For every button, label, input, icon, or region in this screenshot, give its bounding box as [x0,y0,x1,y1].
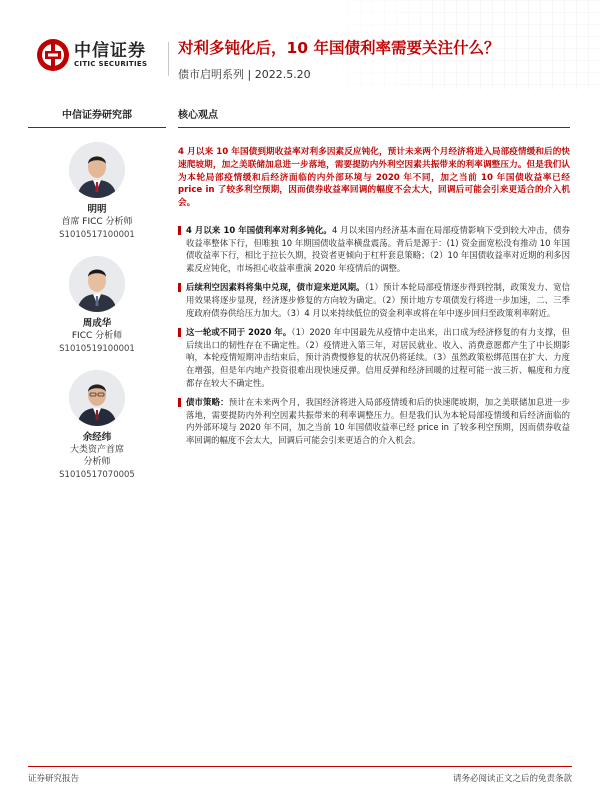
report-subtitle: 债市启明系列 | 2022.5.20 [178,68,311,81]
list-item [178,224,570,274]
core-views-column [178,106,570,453]
citic-logo-icon [36,38,70,72]
section-label: 核心观点 [178,106,570,128]
list-item [178,396,570,446]
person-portrait-icon [69,256,125,312]
analyst-title-line2: 分析师 [83,457,111,467]
person-portrait-icon [69,370,125,426]
report-header [0,0,600,92]
analyst-name: 余经纬 [82,432,112,443]
point-lead: 债市策略： [186,397,229,408]
person-portrait-icon [69,142,125,198]
list-item [178,326,570,389]
summary-paragraph: 4 月以来 10 年国债到期收益率对利多因素反应钝化，预计未来两个月经济将进入局部疫情缓和后的快速爬坡期，加之美联储加息进一步落地，需要提防内外利空因素共振带来的利率调整压力。但是我们认为本轮局部疫情缓和后经济面临的内外部环境与 2020 年不同，加之当前 10 年国债收益率已经 price in 了较多利空预期，因而债券收益率回调的幅度不会太大，回调后可能会引来更适合的介入机会。 [178,147,570,209]
analyst-title: 大类资产首席 [69,445,124,455]
analyst-name: 周成华 [82,318,112,329]
report-title: 对利多钝化后，10 年国债利率需要关注什么？ [178,39,500,57]
analyst-column [28,106,166,480]
logo-name-cn: 中信证券 [74,40,146,61]
point-body: 预计在未来两个月，我国经济将进入局部疫情缓和后的快速爬坡期，加之美联储加息进一步落地，需要提防内外利空因素共振带来的利率调整压力。但是我们认为本轮局部疫情缓和后经济面临的内外部环境与 2020 年不同，加之当前 10 年国债收益率已经 price in 了较多利空预期，因而债券收益率回调的幅度不会太大，回调后可能会引来更适合的介入机会。 [186,397,570,445]
point-body: （1）预计本轮局部疫情逐步得到控制，政策发力、宽信用效果将逐步显现，经济逐步修复的方向较为确定。（2）预计地方专项债发行将进一步加速，二、三季度政府债券供给压力加大。（3）4 月以来持续低位的资金利率或将在年中逐步回归至政策利率附近。 [186,282,570,318]
list-item [178,281,570,319]
point-body: （1）2020 年中国最先从疫情中走出来，出口成为经济修复的有力支撑，但后续出口的韧性存在不确定性。（2）疫情进入第三年，对居民就业、收入、消费意愿都产生了中长期影响，本轮疫情短期冲击结束后，预计消费慢修复的状况仍将延续。（3）虽然政策松绑范围在扩大、力度在增强，但是年内地产投资很难出现快速反弹。信用反弹和经济回暖的过程可能一波三折、幅度和力度都存在较大不确定性。 [186,327,571,388]
analyst-card [28,256,166,355]
department-label: 中信证券研究部 [28,106,166,128]
analyst-license-id: S1010517070005 [59,470,135,480]
footer-report-type: 证券研究报告 [28,774,80,784]
citic-logo [36,38,147,72]
point-lead: 后续利空因素料将集中兑现，债市迎来逆风期。 [186,282,365,293]
point-lead: 这一轮或不同于 2020 年。 [186,327,292,338]
analyst-license-id: S1010519100001 [59,344,135,354]
analyst-card [28,370,166,481]
logo-name-en: CITIC SECURITIES [74,59,148,68]
analyst-title: FICC 分析师 [71,331,123,341]
point-body: 4 月以来国内经济基本面在局部疫情影响下受到较大冲击，债券收益率整体下行，但唯独 10 年期国债收益率横盘震荡。背后是源于：(1) 资金面宽松没有推动 10 年国债收益率下行，相比于拉长久期，投资者更倾向于杠杆套息策略；（2）10 年国债收益率对近期的利多因素反应钝化，市场担心收益率重演 2020 年疫情后的调整。 [186,224,570,273]
key-points [178,224,570,447]
header-divider [168,42,169,76]
footer-disclaimer-note: 请务必阅读正文之后的免责条款 [452,774,572,784]
analyst-license-id: S1010517100001 [59,230,135,240]
analyst-name: 明明 [87,204,107,215]
analyst-title: 首席 FICC 分析师 [61,217,133,227]
page-footer [28,766,572,786]
point-lead: 4 月以来 10 年国债利率对利多钝化。 [186,224,332,235]
analyst-card [28,142,166,241]
